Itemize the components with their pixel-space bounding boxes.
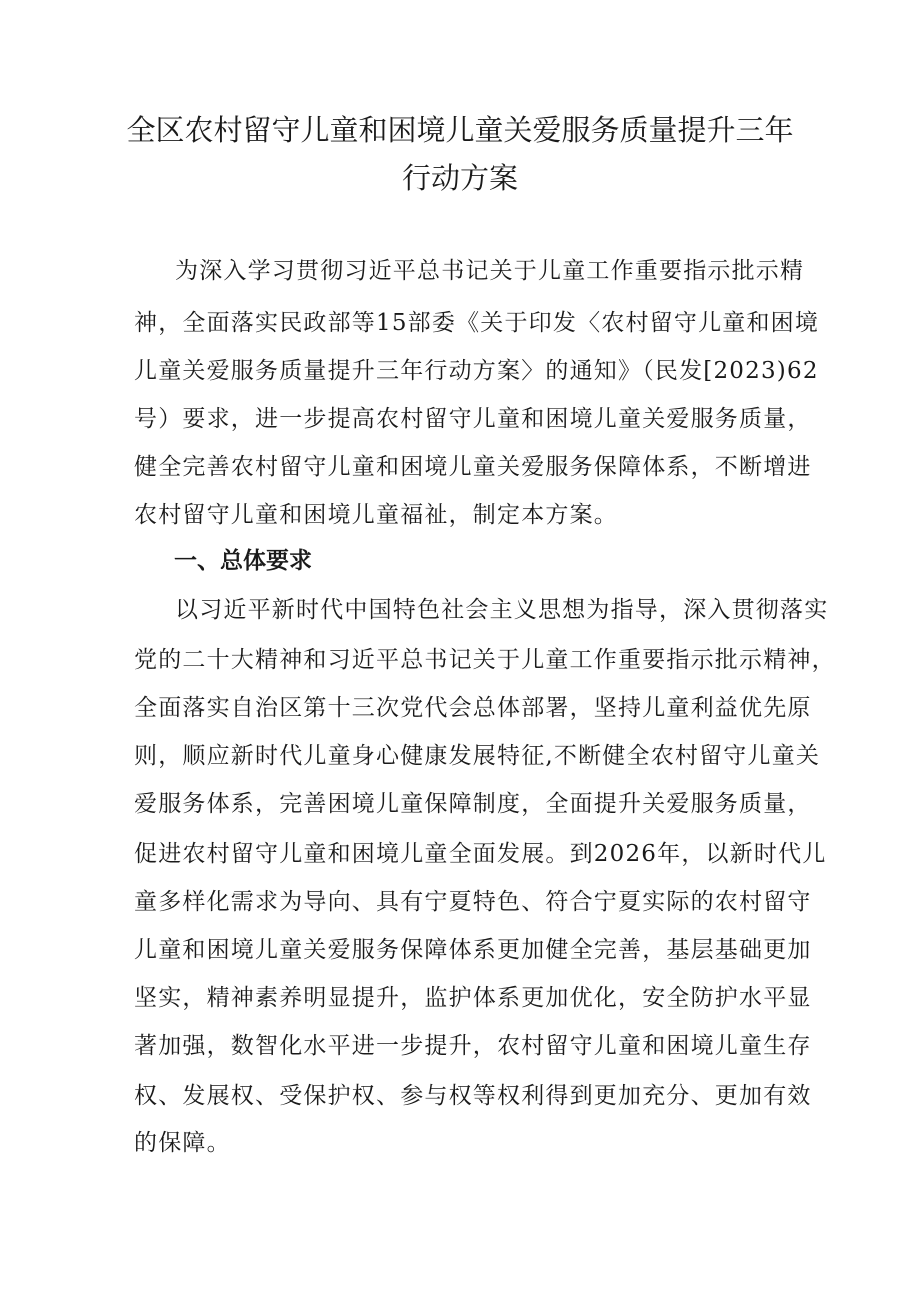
document-title-line-1: 全区农村留守儿童和困境儿童关爱服务质量提升三年 xyxy=(126,113,794,147)
section-1-line-5: 爱服务体系，完善困境儿童保障制度，全面提升关爱服务质量， xyxy=(134,791,812,817)
section-1-line-7: 童多样化需求为导向、具有宁夏特色、符合宁夏实际的农村留守 xyxy=(134,889,812,915)
section-1-line-11: 权、发展权、受保护权、参与权等权利得到更加充分、更加有效 xyxy=(134,1083,812,1109)
section-1-line-9: 坚实，精神素养明显提升，监护体系更加优化，安全防护水平显 xyxy=(134,985,812,1011)
intro-line-5: 健全完善农村留守儿童和困境儿童关爱服务保障体系，不断增进 xyxy=(134,454,812,480)
section-1-line-8: 儿童和困境儿童关爱服务保障体系更加健全完善，基层基础更加 xyxy=(134,937,812,963)
intro-line-4: 号）要求，进一步提高农村留守儿童和困境儿童关爱服务质量， xyxy=(134,406,812,432)
section-1-line-2: 党的二十大精神和习近平总书记关于儿童工作重要指示批示精神， xyxy=(134,647,836,673)
section-1-heading: 一、总体要求 xyxy=(174,548,312,574)
document-title-line-2: 行动方案 xyxy=(401,161,518,195)
section-1-line-1: 以习近平新时代中国特色社会主义思想为指导，深入贯彻落实 xyxy=(175,597,829,623)
intro-line-2: 神，全面落实民政部等15部委《关于印发〈农村留守儿童和困境 xyxy=(134,310,820,336)
intro-line-3: 儿童关爱服务质量提升三年行动方案〉的通知》（民发[2023)62 xyxy=(134,358,819,384)
section-1-line-10: 著加强，数智化水平进一步提升，农村留守儿童和困境儿童生存 xyxy=(134,1033,812,1059)
section-1-line-6: 促进农村留守儿童和困境儿童全面发展。到2026年，以新时代儿 xyxy=(134,841,827,867)
section-1-line-12: 的保障。 xyxy=(134,1130,231,1156)
section-1-line-4: 则，顺应新时代儿童身心健康发展特征,不断健全农村留守儿童关 xyxy=(134,743,821,769)
intro-line-1: 为深入学习贯彻习近平总书记关于儿童工作重要指示批示精 xyxy=(175,258,805,284)
intro-line-6: 农村留守儿童和困境儿童福祉，制定本方案。 xyxy=(134,502,618,528)
section-1-line-3: 全面落实自治区第十三次党代会总体部署，坚持儿童利益优先原 xyxy=(134,695,812,721)
